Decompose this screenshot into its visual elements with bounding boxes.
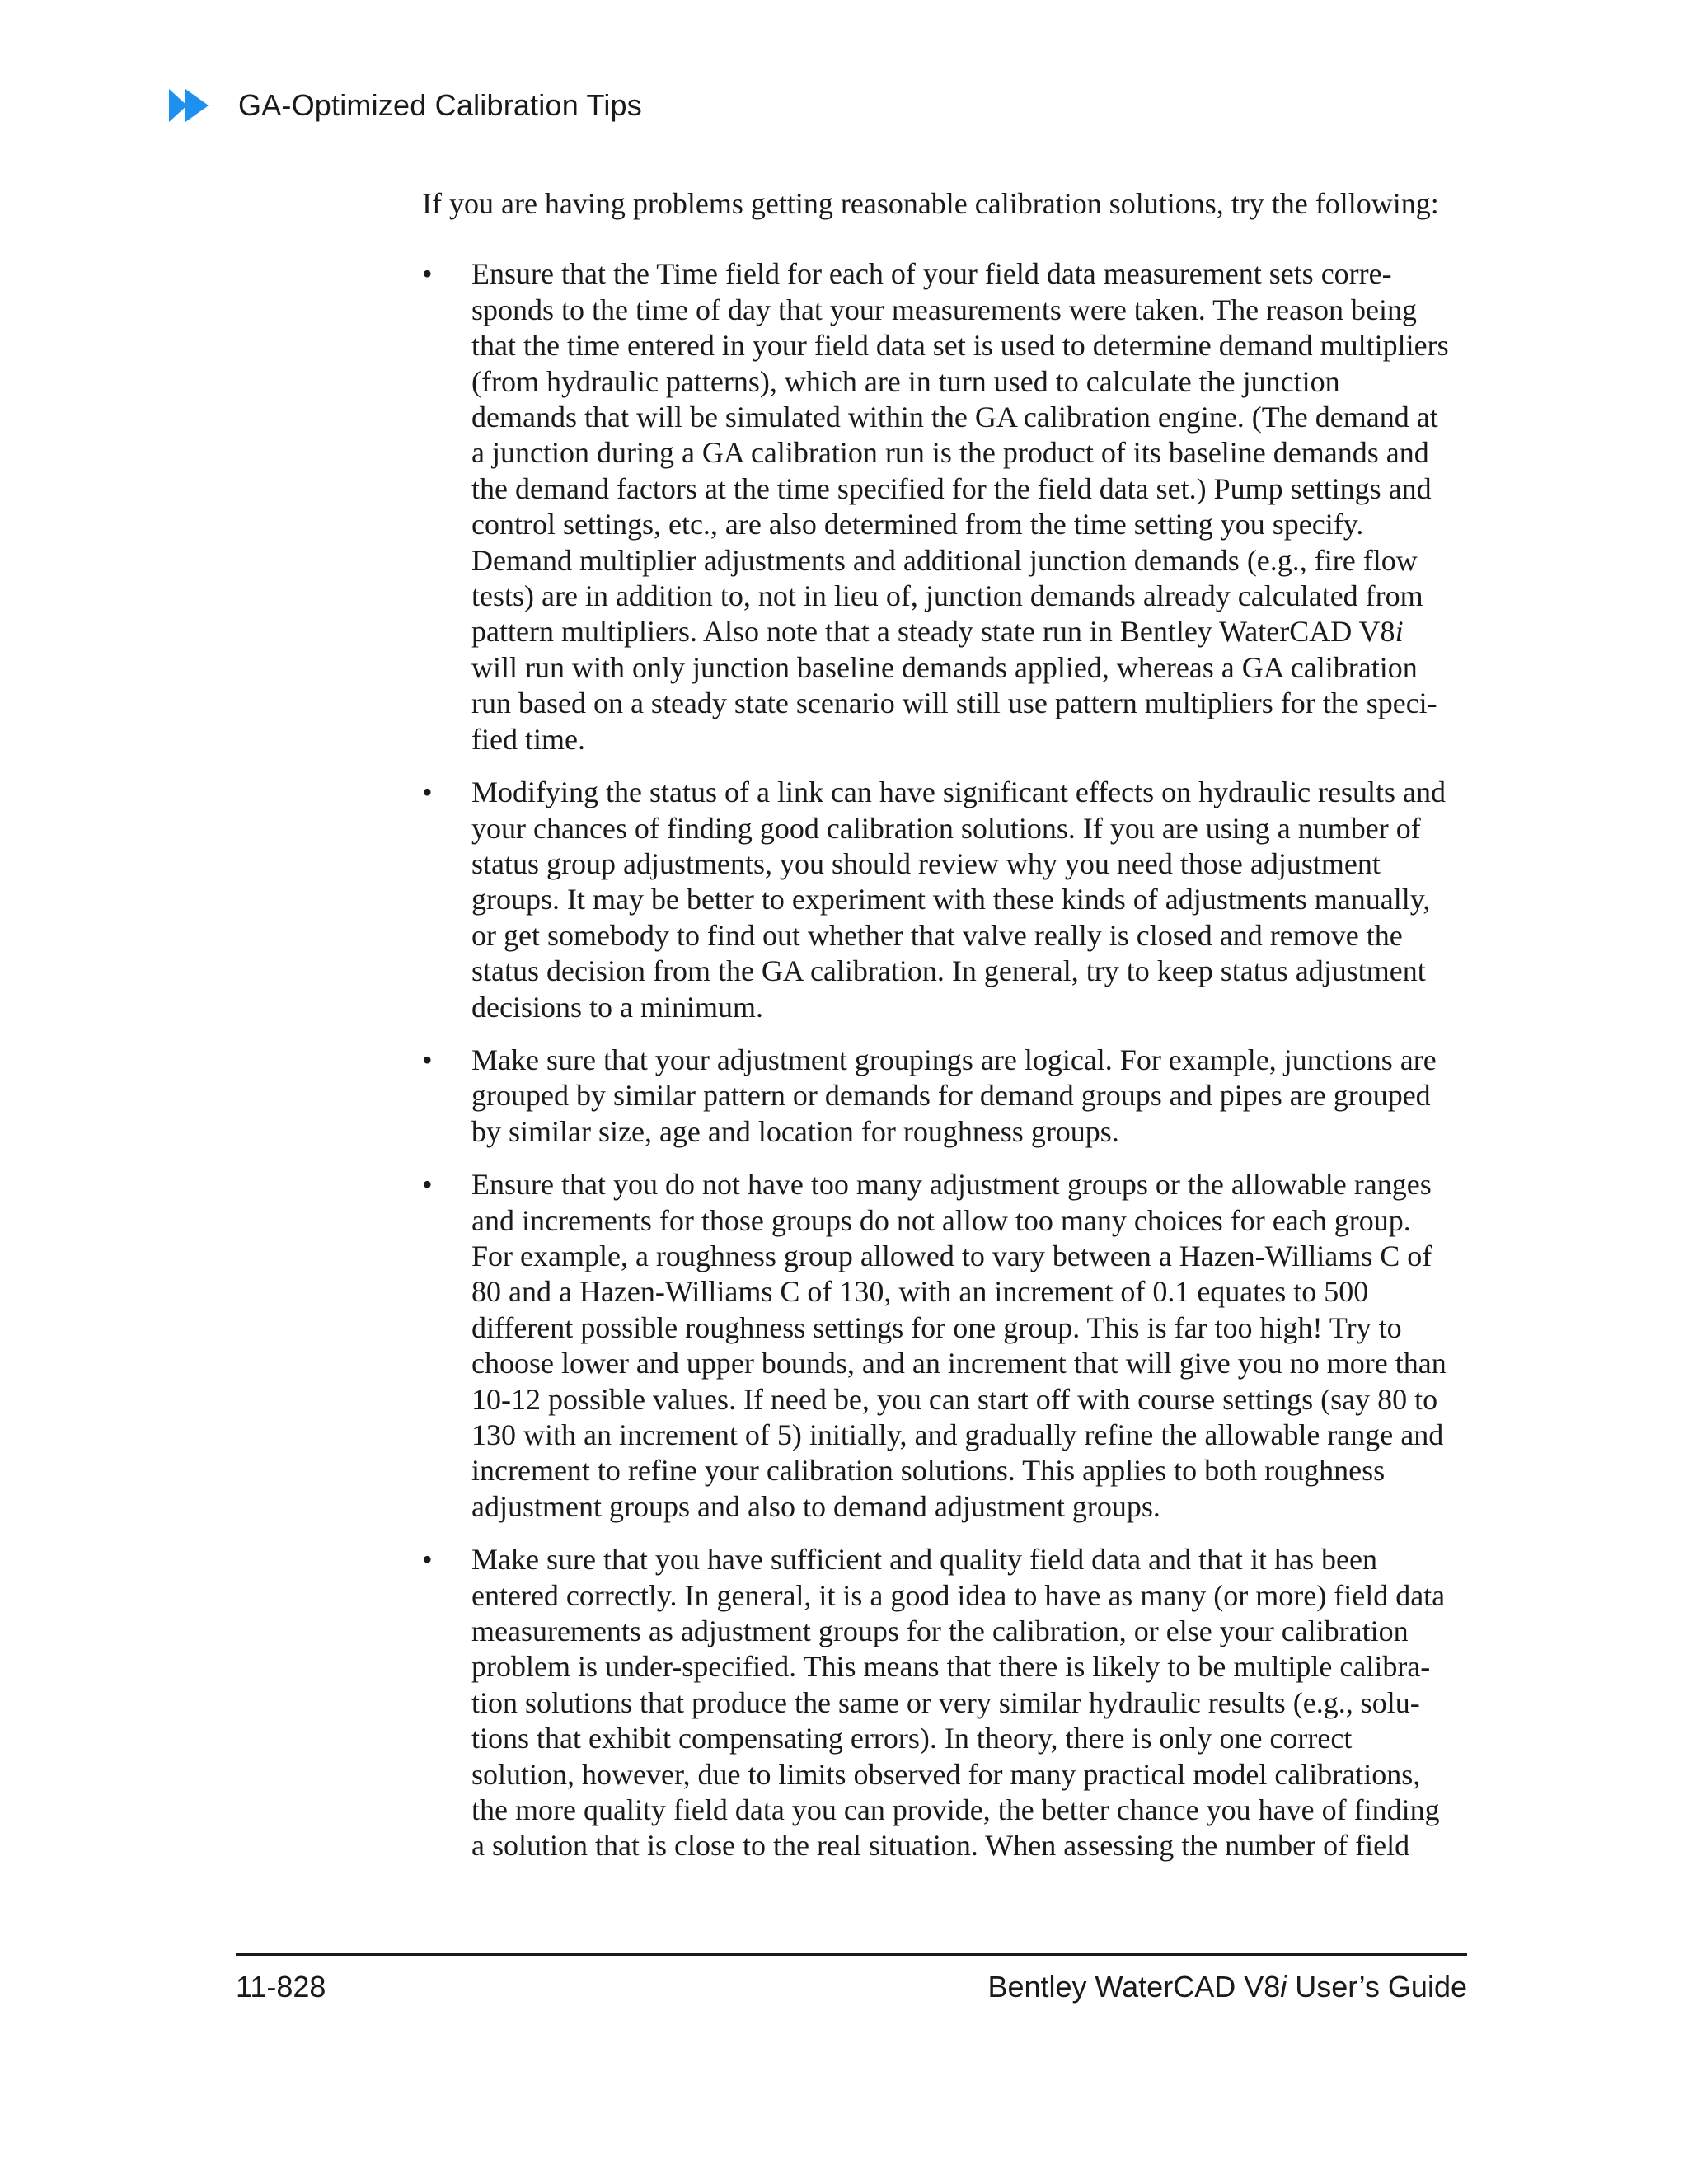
text-line: tests) are in addition to, not in lieu of, junction demands already calculated from [471,579,1423,613]
text-line: 10-12 possible values. If need be, you can start off with course settings (say 80 to [471,1382,1438,1416]
text-line: 80 and a Hazen-Williams C of 130, with an increment of 0.1 equates to 500 [471,1275,1369,1309]
text-line: the demand factors at the time specified for the field data set.) Pump settings and [471,471,1432,505]
list-item [422,256,1467,757]
text-line: adjustment groups and also to demand adjustment groups. [471,1489,1160,1523]
text-line: control settings, etc., are also determined from the time setting you specify. [471,508,1364,541]
bullet-marker: • [422,1043,433,1076]
guide-title: Bentley WaterCAD V8i User’s Guide [987,1970,1467,2004]
footer-divider [236,1953,1467,1956]
list-item [422,775,1467,1025]
text-line: fied time. [471,722,585,756]
list-item [422,1167,1467,1525]
text-line: by similar size, age and location for roughness groups. [471,1114,1119,1148]
text-line: and increments for those groups do not allow too many choices for each group. [471,1203,1411,1237]
text-line: choose lower and upper bounds, and an increment that will give you no more than [471,1347,1447,1380]
text-line: problem is under-specified. This means that there is likely to be multiple calibra- [471,1650,1431,1684]
text-line: grouped by similar pattern or demands for demand groups and pipes are grouped [471,1079,1431,1113]
text-line: or get somebody to find out whether that valve really is closed and remove the [471,918,1403,952]
text-line: solution, however, due to limits observed for many practical model calibrations, [471,1757,1421,1791]
text-line: status group adjustments, you should review why you need those adjustment [471,846,1381,880]
text-line: Ensure that you do not have too many adjustment groups or the allowable ranges [471,1168,1432,1202]
double-arrow-icon [169,86,222,125]
page-header [169,86,642,125]
text-line: Make sure that your adjustment groupings are logical. For example, junctions are [471,1043,1437,1076]
text-line: Make sure that you have sufficient and quality field data and that it has been [471,1543,1377,1577]
text-line: measurements as adjustment groups for the calibration, or else your calibration [471,1615,1409,1648]
bullet-marker: • [422,1543,433,1577]
text-line: Modifying the status of a link can have significant effects on hydraulic results and [471,776,1447,809]
text-line: different possible roughness settings for one group. This is far too high! Try to [471,1310,1402,1344]
text-line: tion solutions that produce the same or very similar hydraulic results (e.g., solu- [471,1685,1420,1719]
section-title: GA-Optimized Calibration Tips [238,88,642,122]
text-line: demands that will be simulated within the GA calibration engine. (The demand at [471,401,1438,434]
text-line: tions that exhibit compensating errors). In theory, there is only one correct [471,1722,1353,1755]
text-line: entered correctly. In general, it is a good idea to have as many (or more) field data [471,1578,1446,1612]
text-line: will run with only junction baseline demands applied, whereas a GA calibration [471,650,1418,684]
text-line: Ensure that the Time field for each of your field data measurement sets corre- [471,257,1392,291]
list-item [422,1043,1467,1150]
bullet-marker: • [422,776,433,809]
text-line: a junction during a GA calibration run is the product of its baseline demands and [471,436,1429,470]
page-number: 11-828 [236,1970,326,2004]
text-line: that the time entered in your field data set is used to determine demand multipliers [471,329,1449,363]
list-item [422,1542,1467,1864]
text-line: groups. It may be better to experiment with these kinds of adjustments manually, [471,883,1431,916]
text-line: (from hydraulic patterns), which are in turn used to calculate the junction [471,364,1340,398]
text-line: increment to refine your calibration solutions. This applies to both roughness [471,1454,1386,1488]
text-line: status decision from the GA calibration. In general, try to keep status adjustment [471,954,1426,988]
text-line: decisions to a minimum. [471,990,763,1024]
text-line: a solution that is close to the real situation. When assessing the number of field [471,1829,1410,1863]
text-line: 130 with an increment of 5) initially, and gradually refine the allowable range and [471,1418,1444,1451]
bullet-marker: • [422,1168,433,1202]
text-line: For example, a roughness group allowed to vary between a Hazen-Williams C of [471,1239,1432,1272]
text-line: Demand multiplier adjustments and additional junction demands (e.g., fire flow [471,543,1418,577]
text-line: pattern multipliers. Also note that a steady state run in Bentley WaterCAD V8i [471,615,1404,649]
text-line: run based on a steady state scenario will still use pattern multipliers for the speci- [471,687,1437,720]
text-line: sponds to the time of day that your measurements were taken. The reason being [471,293,1418,326]
page-body [422,186,1467,1882]
tips-list [422,256,1467,1863]
text-line: the more quality field data you can provide, the better chance you have of finding [471,1793,1440,1827]
bullet-marker: • [422,257,433,291]
text-line: your chances of finding good calibration solutions. If you are using a number of [471,811,1421,845]
intro-paragraph: If you are having problems getting reasonable calibration solutions, try the following: [422,187,1439,220]
